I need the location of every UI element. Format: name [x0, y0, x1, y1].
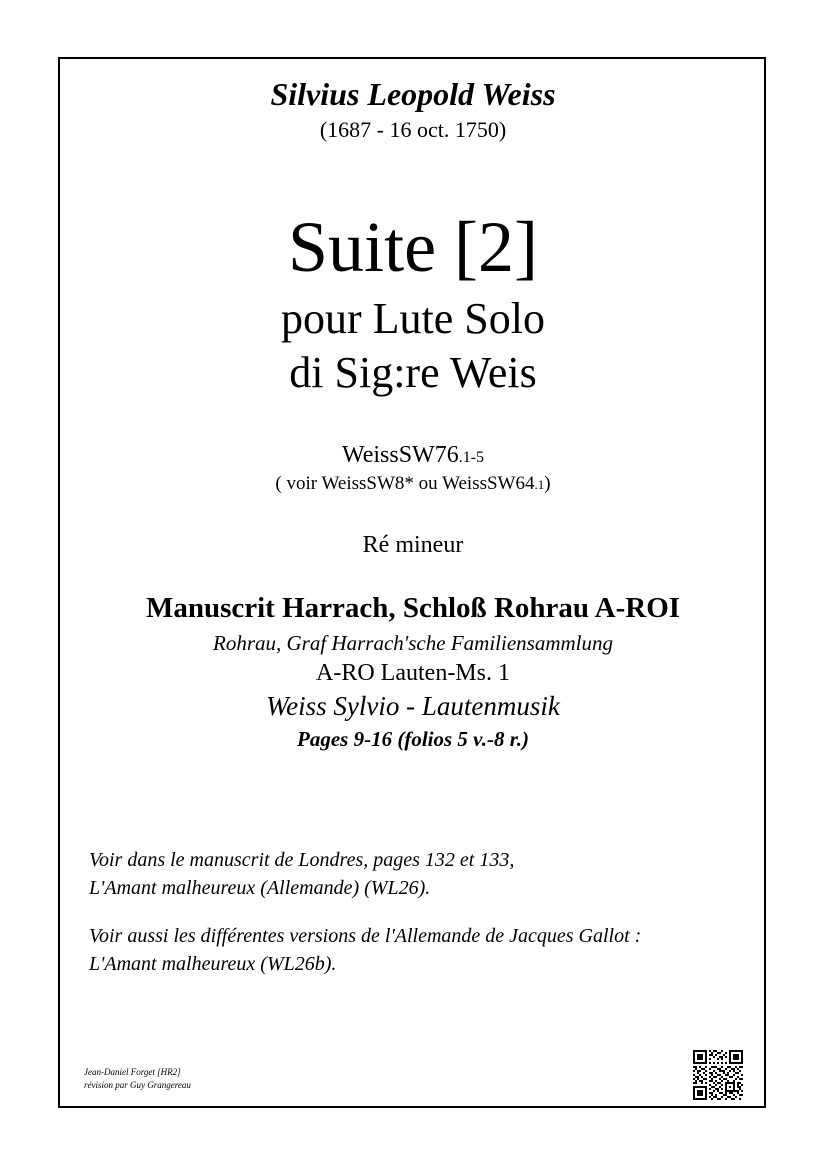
subtitle-attribution: di Sig:re Weis [289, 348, 537, 397]
catalog-main: WeissSW76 [341, 442, 459, 468]
shelfmark: A-RO Lauten-Ms. 1 [316, 660, 510, 686]
note-line: Voir aussi les différentes versions de l'Allemande de Jacques Gallot : [89, 925, 642, 947]
see-also-suffix: ) [544, 473, 551, 494]
note-line: Voir dans le manuscrit de Londres, pages 132 et 133, [89, 849, 515, 871]
see-also-subnumber: .1 [534, 477, 545, 492]
editor-credits [84, 1066, 191, 1092]
catalog-number [0, 442, 826, 469]
suite-title: Suite [2] [288, 207, 538, 287]
see-also-prefix: ( voir WeissSW8* ou WeissSW64 [275, 473, 535, 494]
page-range: Pages 9-16 (folios 5 v.-8 r.) [297, 727, 529, 751]
note-london-manuscript [89, 846, 739, 902]
note-gallot-versions [89, 922, 739, 978]
collection-name: Rohrau, Graf Harrach'sche Familiensammlung [213, 631, 613, 655]
credit-editor: Jean-Daniel Forget [HR2] [84, 1067, 181, 1077]
note-line: L'Amant malheureux (WL26b). [89, 953, 337, 975]
composer-dates: (1687 - 16 oct. 1750) [319, 117, 507, 142]
subtitle-instrument: pour Lute Solo [281, 294, 545, 343]
manuscript-title: Weiss Sylvio - Lautenmusik [266, 691, 560, 721]
manuscript-name: Manuscrit Harrach, Schloß Rohrau A-ROI [145, 592, 681, 624]
musical-key: Ré mineur [362, 532, 464, 558]
catalog-subnumber: .1-5 [458, 449, 485, 466]
catalog-see-also [0, 473, 826, 495]
credit-revision: révision par Guy Grangereau [84, 1080, 191, 1090]
qr-code-icon [693, 1050, 743, 1100]
composer-name: Silvius Leopold Weiss [270, 76, 556, 112]
note-line: L'Amant malheureux (Allemande) (WL26). [89, 877, 431, 899]
